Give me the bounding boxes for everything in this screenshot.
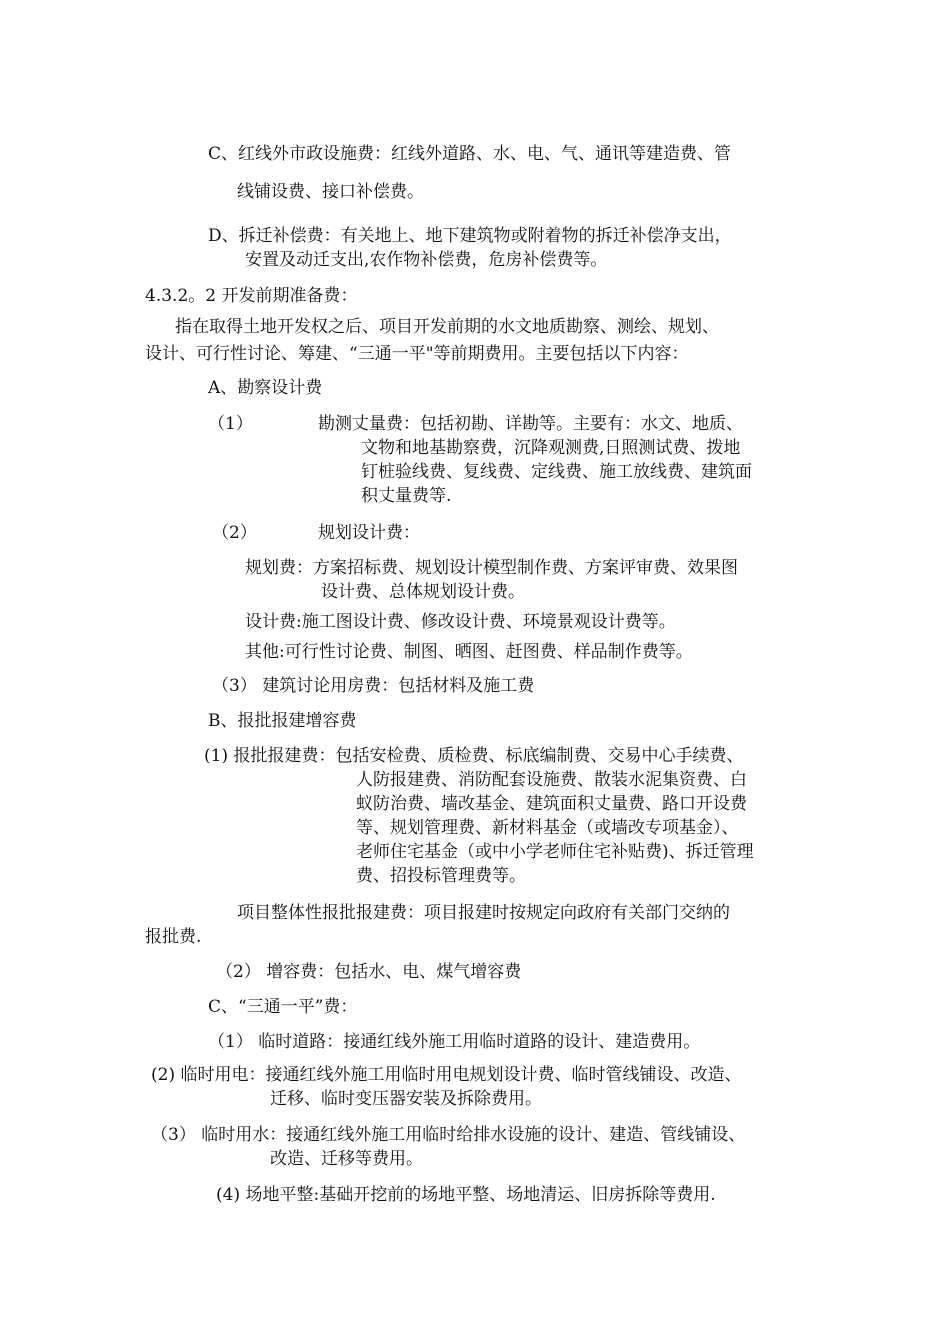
- item-d-demolition-line1: D、拆迁补偿费：有关地上、地下建筑物或附着物的拆迁补偿净支出，: [208, 226, 732, 246]
- item-b1-line2: 人防报建费、消防配套设施费、散装水泥集资费、白: [356, 770, 747, 790]
- item-b1-line4: 等、规划管理费、新材料基金（或墙改专项基金）、: [356, 818, 739, 838]
- other-fee-line: 其他:可行性讨论费、制图、晒图、赶图费、样品制作费等。: [245, 642, 693, 662]
- item-d-demolition-line2: 安置及动迁支出,农作物补偿费，危房补偿费等。: [245, 250, 608, 270]
- planning-fee-line2: 设计费、总体规划设计费。: [321, 582, 525, 602]
- item-c1-line: （1） 临时道路：接通红线外施工用临时道路的设计、建造费用。: [208, 1032, 701, 1052]
- item-a3-line: （3） 建筑讨论用房费：包括材料及施工费: [212, 676, 535, 696]
- item-a1-line3: 钉桩验线费、复线费、定线费、施工放线费、建筑面: [361, 462, 752, 482]
- item-c4-line: (4) 场地平整:基础开挖前的场地平整、场地清运、旧房拆除等费用.: [216, 1185, 716, 1205]
- overall-approval-line1: 项目整体性报批报建费：项目报建时按规定向政府有关部门交纳的: [237, 903, 730, 923]
- item-a2-number: （2）: [212, 523, 257, 543]
- subsection-a-heading: A、勘察设计费: [208, 378, 323, 398]
- item-b1-line1: (1) 报批报建费：包括安检费、质检费、标底编制费、交易中心手续费、: [204, 746, 744, 766]
- item-c-municipal-line1: C、红线外市政设施费：红线外道路、水、电、气、通讯等建造费、管: [208, 144, 732, 164]
- item-b2-line: （2） 增容费：包括水、电、煤气增容费: [216, 962, 522, 982]
- item-c3-line2: 改造、迁移等费用。: [270, 1149, 423, 1169]
- item-a2-heading: 规划设计费：: [318, 523, 420, 543]
- overall-approval-line2: 报批费.: [145, 927, 202, 947]
- item-c3-line1: （3） 临时用水：接通红线外施工用临时给排水设施的设计、建造、管线铺设、: [151, 1125, 746, 1145]
- section-heading: 4.3.2。2 开发前期准备费：: [145, 286, 358, 306]
- item-b1-line5: 老师住宅基金（或中小学老师住宅补贴费)、拆迁管理: [356, 842, 754, 862]
- item-a1-line4: 积丈量费等.: [361, 486, 452, 506]
- intro-paragraph-line2: 设计、可行性讨论、筹建、“三通一平"等前期费用。主要包括以下内容：: [145, 344, 689, 364]
- subsection-b-heading: B、报批报建增容费: [208, 711, 357, 731]
- item-c-municipal-line2: 线铺设费、接口补偿费。: [237, 182, 424, 202]
- design-fee-line: 设计费:施工图设计费、修改设计费、环境景观设计费等。: [245, 612, 676, 632]
- item-b1-line6: 费、招投标管理费等。: [356, 866, 526, 886]
- subsection-c-heading: C、“三通一平”费：: [208, 997, 358, 1017]
- item-a1-line2: 文物和地基勘察费，沉降观测费,日照测试费、拨地: [361, 438, 741, 458]
- item-c2-line2: 迁移、临时变压器安装及拆除费用。: [270, 1089, 542, 1109]
- item-a1-number: （1）: [208, 414, 253, 434]
- item-a1-line1: 勘测丈量费：包括初勘、详勘等。主要有：水文、地质、: [318, 414, 743, 434]
- planning-fee-line1: 规划费：方案招标费、规划设计模型制作费、方案评审费、效果图: [245, 558, 738, 578]
- item-c2-line1: (2) 临时用电：接通红线外施工用临时用电规划设计费、临时管线铺设、改造、: [151, 1065, 742, 1085]
- item-b1-line3: 蚁防治费、墙改基金、建筑面积丈量费、路口开设费: [356, 794, 747, 814]
- intro-paragraph-line1: 指在取得土地开发权之后、项目开发前期的水文地质勘察、测绘、规划、: [175, 317, 719, 337]
